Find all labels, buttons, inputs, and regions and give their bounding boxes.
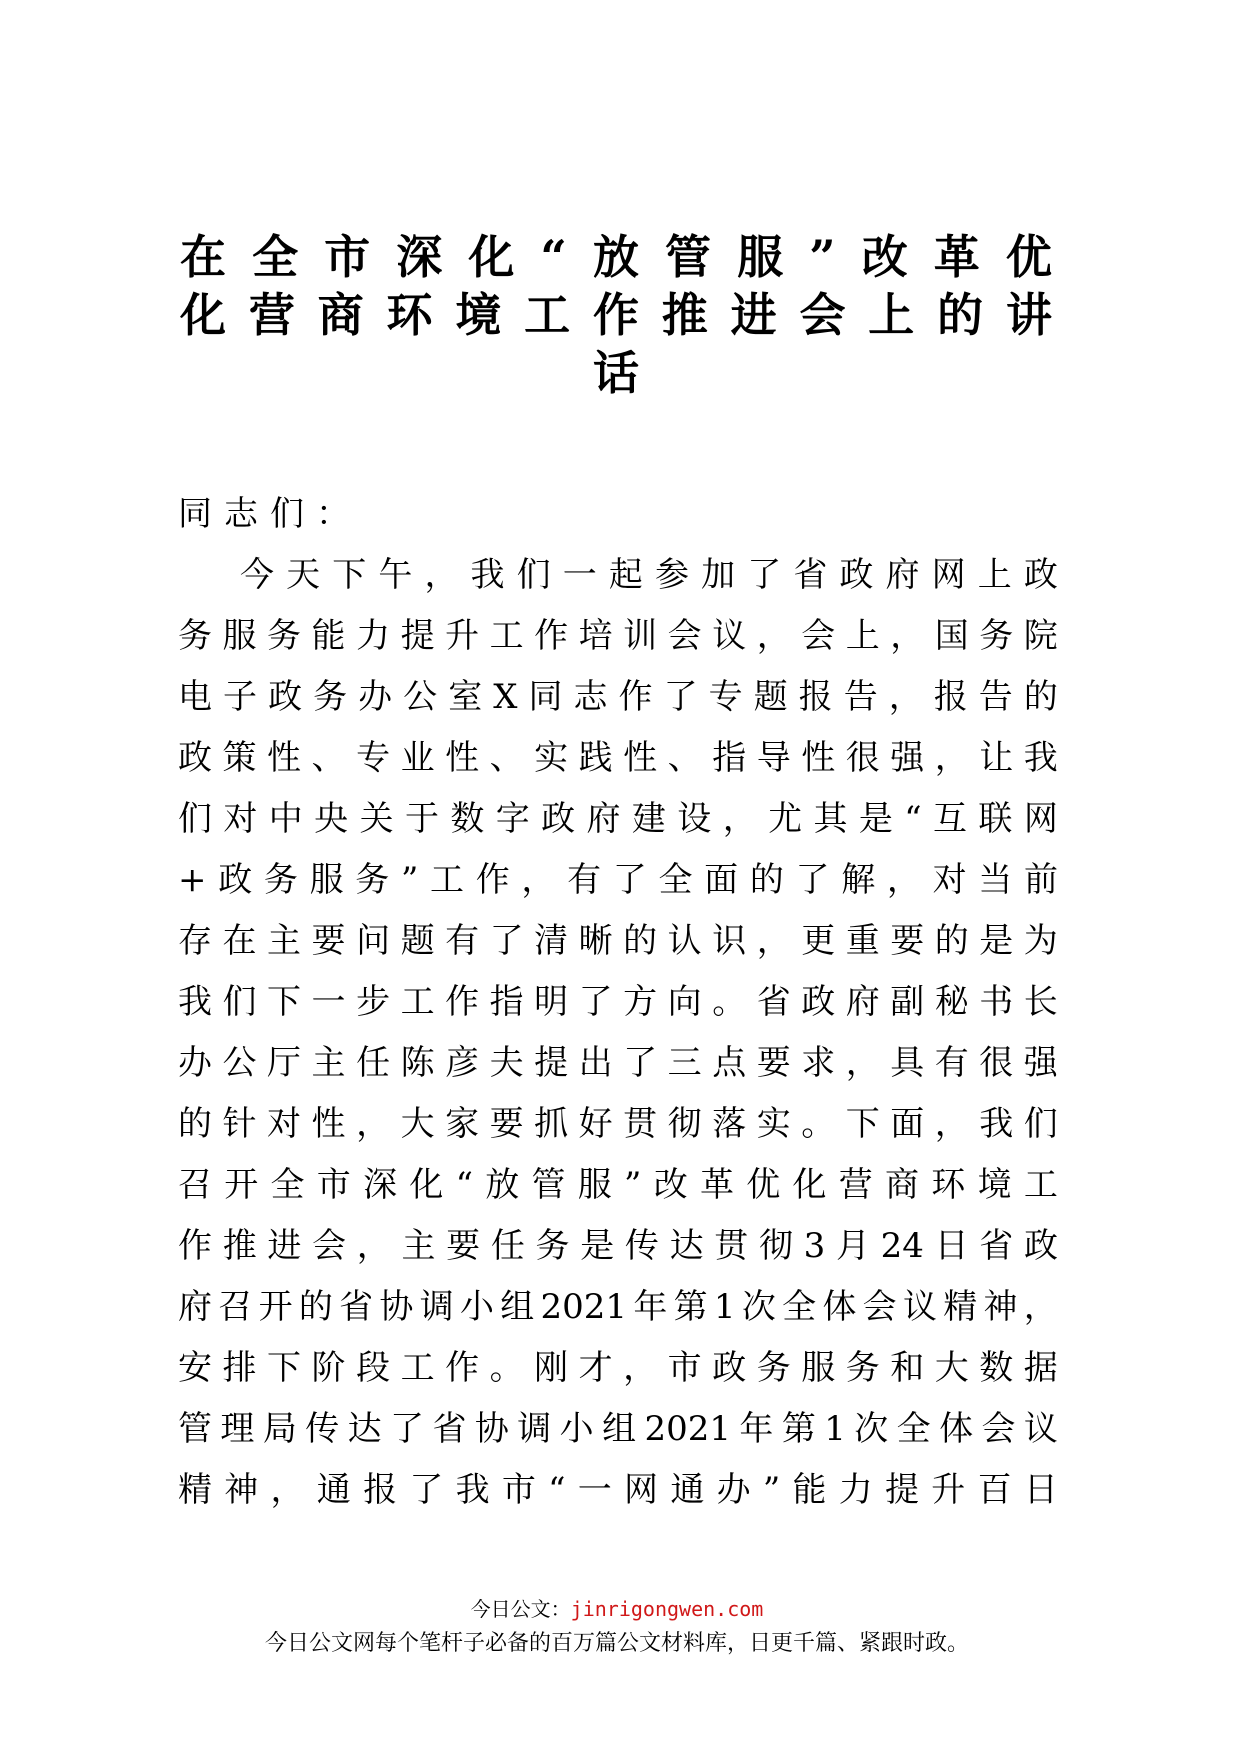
paragraph-line: 精 神 ， 通 报 了 我 市 “ 一 网 通 办 ” 能 力 提 升 百 日 xyxy=(178,1470,1058,1510)
paragraph-line: 府 召 开 的 省 协 调 小 组 2021 年 第 1 次 全 体 会 议 精 神 ， xyxy=(178,1287,1058,1327)
paragraph-line: 电 子 政 务 办 公 室 X 同 志 作 了 专 题 报 告 ， 报 告 的 xyxy=(178,677,1058,717)
paragraph-line: 作 推 进 会 ， 主 要 任 务 是 传 达 贯 彻 3 月 24 日 省 政 xyxy=(178,1226,1058,1266)
salutation: 同志们： xyxy=(178,494,362,534)
paragraph-line: 今 天 下 午 ， 我 们 一 起 参 加 了 省 政 府 网 上 政 xyxy=(240,555,1058,595)
footer-slogan: 今日公文网每个笔杆子必备的百万篇公文材料库，日更千篇、紧跟时政。 xyxy=(264,1631,969,1656)
title-line: 话 xyxy=(593,346,639,400)
document-title xyxy=(180,228,1052,402)
footer xyxy=(0,1594,1234,1660)
footer-site-line xyxy=(0,1594,1234,1624)
footer-site-url[interactable]: jinrigongwen.com xyxy=(570,1597,764,1621)
paragraph-line: 管 理 局 传 达 了 省 协 调 小 组 2021 年 第 1 次 全 体 会 议 xyxy=(178,1409,1058,1449)
paragraph-line: 务 服 务 能 力 提 升 工 作 培 训 会 议 ， 会 上 ， 国 务 院 xyxy=(178,616,1058,656)
paragraph-line: 办 公 厅 主 任 陈 彦 夫 提 出 了 三 点 要 求 ， 具 有 很 强 xyxy=(178,1043,1058,1083)
paragraph-line: 安 排 下 阶 段 工 作 。 刚 才 ， 市 政 务 服 务 和 大 数 据 xyxy=(178,1348,1058,1388)
footer-site-label: 今日公文： xyxy=(470,1597,571,1621)
paragraph-line: 们 对 中 央 关 于 数 字 政 府 建 设 ， 尤 其 是 “ 互 联 网 xyxy=(178,799,1058,839)
paragraph-line: 存 在 主 要 问 题 有 了 清 晰 的 认 识 ， 更 重 要 的 是 为 xyxy=(178,921,1058,961)
paragraph xyxy=(178,545,1058,1521)
paragraph-line: 我 们 下 一 步 工 作 指 明 了 方 向 。 省 政 府 副 秘 书 长 xyxy=(178,982,1058,1022)
title-line: 在 全 市 深 化 “ 放 管 服 ” 改 革 优 xyxy=(180,230,1052,284)
document-body xyxy=(178,484,1058,1521)
paragraph-line: 的 针 对 性 ， 大 家 要 抓 好 贯 彻 落 实 。 下 面 ， 我 们 xyxy=(178,1104,1058,1144)
title-line: 化 营 商 环 境 工 作 推 进 会 上 的 讲 xyxy=(180,288,1052,342)
paragraph-line: 召 开 全 市 深 化 “ 放 管 服 ” 改 革 优 化 营 商 环 境 工 xyxy=(178,1165,1058,1205)
paragraph-line: + 政 务 服 务 ” 工 作 ， 有 了 全 面 的 了 解 ， 对 当 前 xyxy=(178,860,1058,900)
paragraph-line: 政 策 性 、 专 业 性 、 实 践 性 、 指 导 性 很 强 ， 让 我 xyxy=(178,738,1058,778)
